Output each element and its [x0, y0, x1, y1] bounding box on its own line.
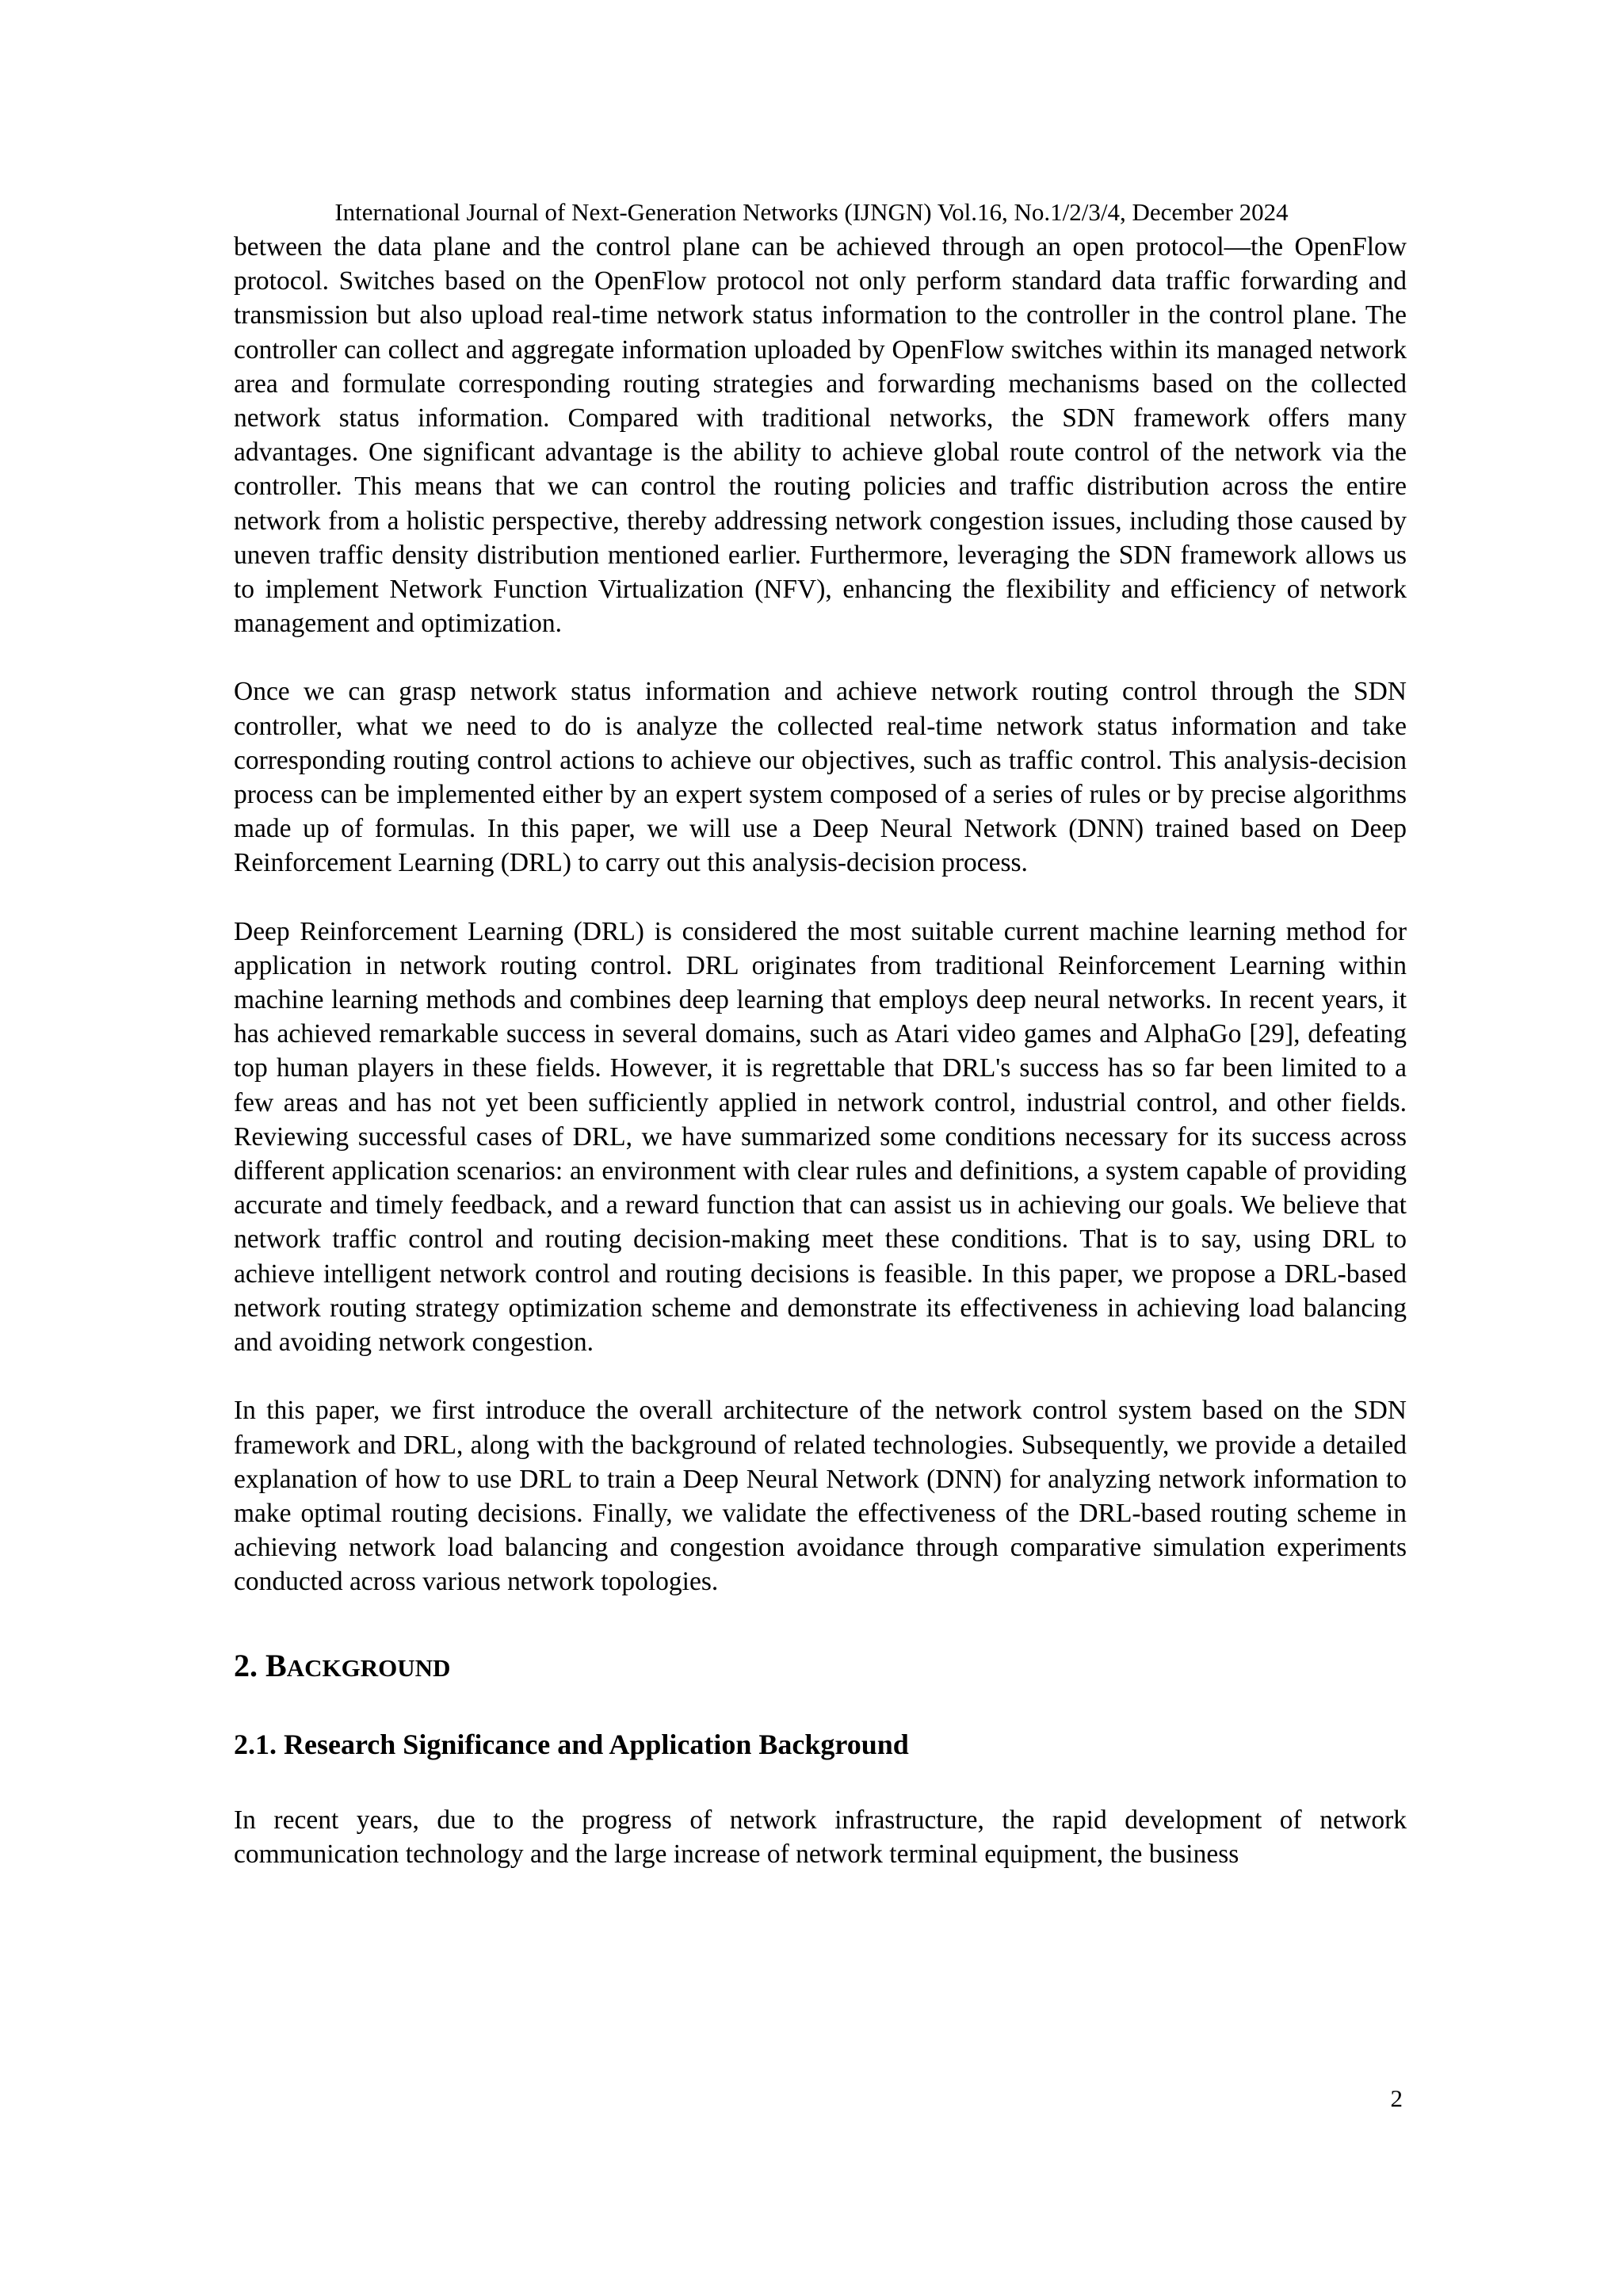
paragraph-paper-outline: In this paper, we first introduce the overall architecture of the network control system based on the SDN framework and DRL, along with the background of related technologies. Subsequently, we provide a detailed explanation of how to use DRL to train a Deep Neural Network (DNN) for analyzing network information to make optimal routing decisions. Finally, we validate the effectiveness of the DRL-based routing scheme in achieving network load balancing and congestion avoidance through comparative simulation experiments conducted across various network topologies.: [234, 1396, 1407, 1597]
main-content: [234, 230, 1407, 1871]
section-number: 2.: [234, 1647, 258, 1683]
section-title-rest: ACKGROUND: [286, 1653, 451, 1682]
paragraph-sdn-openflow: between the data plane and the control plane can be achieved through an open protocol—the OpenFlow protocol. Switches based on the OpenFlow protocol not only perform standard data traffic forwarding and transmission but also upload real-time network status information to the controller in the control plane. The controller can collect and aggregate information uploaded by OpenFlow switches within its managed network area and formulate corresponding routing strategies and forwarding mechanisms based on the collected network status information. Compared with traditional networks, the SDN framework offers many advantages. One significant advantage is the ability to achieve global route control of the network via the controller. This means that we can control the routing policies and traffic distribution across the entire network from a holistic perspective, thereby addressing network congestion issues, including those caused by uneven traffic density distribution mentioned earlier. Furthermore, leveraging the SDN framework allows us to implement Network Function Virtualization (NFV), enhancing the flexibility and efficiency of network management and optimization.: [234, 232, 1407, 639]
section-heading-background: [234, 1644, 1407, 1690]
section-title-initial: B: [265, 1647, 287, 1683]
paragraph-analysis-decision: Once we can grasp network status information and achieve network routing control through the SDN controller, what we need to do is analyze the collected real-time network status information and take corresponding routing control actions to achieve our objectives, such as traffic control. This analysis-decision process can be implemented either by an expert system composed of a series of rules or by precise algorithms made up of formulas. In this paper, we will use a Deep Neural Network (DNN) trained based on Deep Reinforcement Learning (DRL) to carry out this analysis-decision process.: [234, 677, 1407, 878]
page-number: 2: [1390, 2084, 1403, 2112]
paragraph-drl: Deep Reinforcement Learning (DRL) is considered the most suitable current machine learning method for application in network routing control. DRL originates from traditional Reinforcement Learning within machine learning methods and combines deep learning that employs deep neural networks. In recent years, it has achieved remarkable success in several domains, such as Atari video games and AlphaGo [29], defeating top human players in these fields. However, it is regrettable that DRL's success has so far been limited to a few areas and has not yet been sufficiently applied in network control, industrial control, and other fields. Reviewing successful cases of DRL, we have summarized some conditions necessary for its success across different application scenarios: an environment with clear rules and definitions, a system capable of providing accurate and timely feedback, and a reward function that can assist us in achieving our goals. We believe that network traffic control and routing decision-making meet these conditions. That is to say, using DRL to achieve intelligent network control and routing decisions is feasible. In this paper, we propose a DRL-based network routing strategy optimization scheme and demonstrate its effectiveness in achieving load balancing and avoiding network congestion.: [234, 916, 1407, 1358]
subsection-heading: 2.1. Research Significance and Application Background: [234, 1728, 909, 1760]
journal-header: International Journal of Next-Generation Networks (IJNGN) Vol.16, No.1/2/3/4, December 2024: [334, 198, 1289, 226]
paragraph-recent-years: In recent years, due to the progress of network infrastructure, the rapid development of network communication technology and the large increase of network terminal equipment, the business: [234, 1805, 1407, 1869]
